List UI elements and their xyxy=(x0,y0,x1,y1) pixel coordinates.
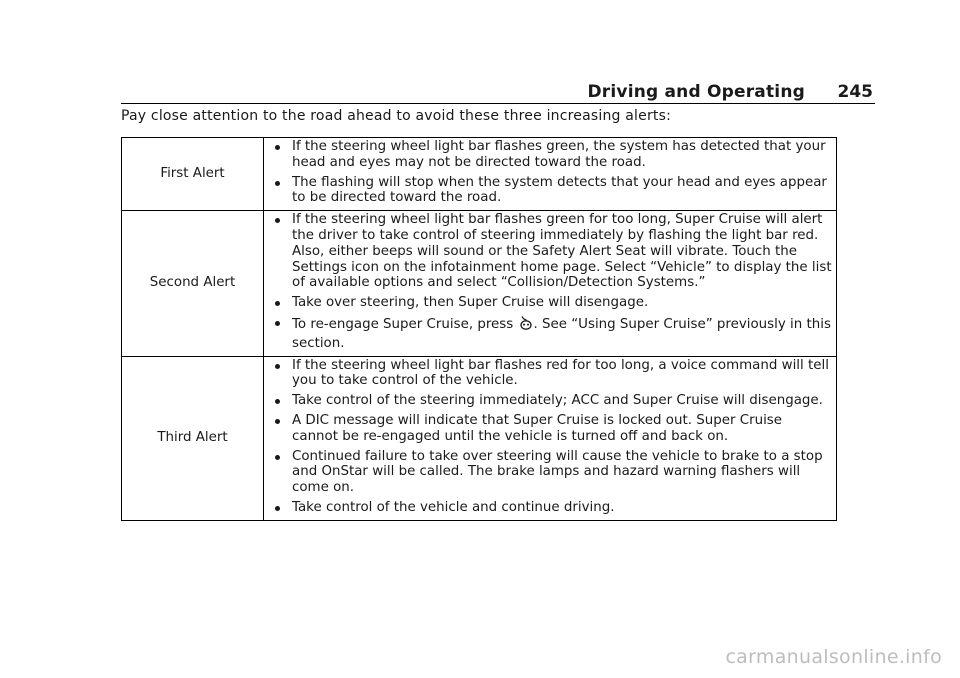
bullet-icon xyxy=(275,301,280,306)
bullet-icon xyxy=(275,399,280,404)
bullet-text: Continued failure to take over steering will cause the vehicle to brake to a stop and OnStar will be called. The brake lamps and hazard warning flashers will come on. xyxy=(292,448,823,496)
bullet-text: The flashing will stop when the system detects that your head and eyes appear to be directed toward the road. xyxy=(292,174,827,206)
list-item xyxy=(264,315,832,352)
list-item xyxy=(264,175,832,207)
bullet-icon xyxy=(275,419,280,424)
bullet-text: A DIC message will indicate that Super Cruise is locked out. Super Cruise cannot be re-engaged until the vehicle is turned off and back on. xyxy=(292,412,783,444)
bullet-list xyxy=(264,358,832,516)
bullet-text: If the steering wheel light bar flashes green for too long, Super Cruise will alert the driver to take control of steering immediately by flashing the light bar red. Also, either beeps will sound or the Safety Alert Seat will vibrate. Touch the Settings icon on the infotainment home page. Select “Vehicle” to display the list of available options and select “Collision/Detection Systems.” xyxy=(292,212,832,291)
bullet-icon xyxy=(275,145,280,150)
list-item xyxy=(264,295,832,311)
list-item xyxy=(264,449,832,496)
table-row xyxy=(122,211,837,356)
list-item xyxy=(264,413,832,445)
list-item xyxy=(264,500,832,516)
alert-content xyxy=(264,356,837,520)
list-item xyxy=(264,358,832,390)
page-number: 245 xyxy=(837,82,873,102)
bullet-icon xyxy=(275,506,280,511)
bullet-text: Take control of the vehicle and continue driving. xyxy=(292,499,615,515)
list-item xyxy=(264,139,832,171)
alert-label: First Alert xyxy=(122,138,264,211)
bullet-icon xyxy=(275,321,280,326)
bullet-list xyxy=(264,139,832,206)
list-item xyxy=(264,212,832,291)
table-row xyxy=(122,138,837,211)
section-title: Driving and Operating xyxy=(587,82,805,102)
bullet-text: Take control of the steering immediately; ACC and Super Cruise will disengage. xyxy=(292,393,823,409)
super-cruise-icon xyxy=(519,315,533,336)
page-header xyxy=(121,78,875,104)
bullet-text-after: . See “Using Super Cruise” previously in this section. xyxy=(292,316,831,351)
bullet-text: If the steering wheel light bar flashes red for too long, a voice command will tell you to take control of the vehicle. xyxy=(292,357,829,389)
table-row xyxy=(122,356,837,520)
alert-content xyxy=(264,211,837,356)
watermark: carmanualsonline.info xyxy=(725,646,942,668)
alert-label: Second Alert xyxy=(122,211,264,356)
alerts-table xyxy=(121,137,837,521)
bullet-icon xyxy=(275,181,280,186)
bullet-text: If the steering wheel light bar flashes green, the system has detected that your head and eyes may not be directed toward the road. xyxy=(292,139,826,170)
alert-content xyxy=(264,138,837,211)
bullet-text: Take over steering, then Super Cruise will disengage. xyxy=(292,295,649,311)
bullet-icon xyxy=(275,218,280,223)
intro-paragraph: Pay close attention to the road ahead to avoid these three increasing alerts: xyxy=(121,108,672,124)
bullet-icon xyxy=(275,364,280,369)
list-item xyxy=(264,393,832,409)
bullet-list xyxy=(264,212,832,351)
bullet-text-before: To re-engage Super Cruise, press xyxy=(292,316,518,332)
bullet-icon xyxy=(275,455,280,460)
alert-label: Third Alert xyxy=(122,356,264,520)
